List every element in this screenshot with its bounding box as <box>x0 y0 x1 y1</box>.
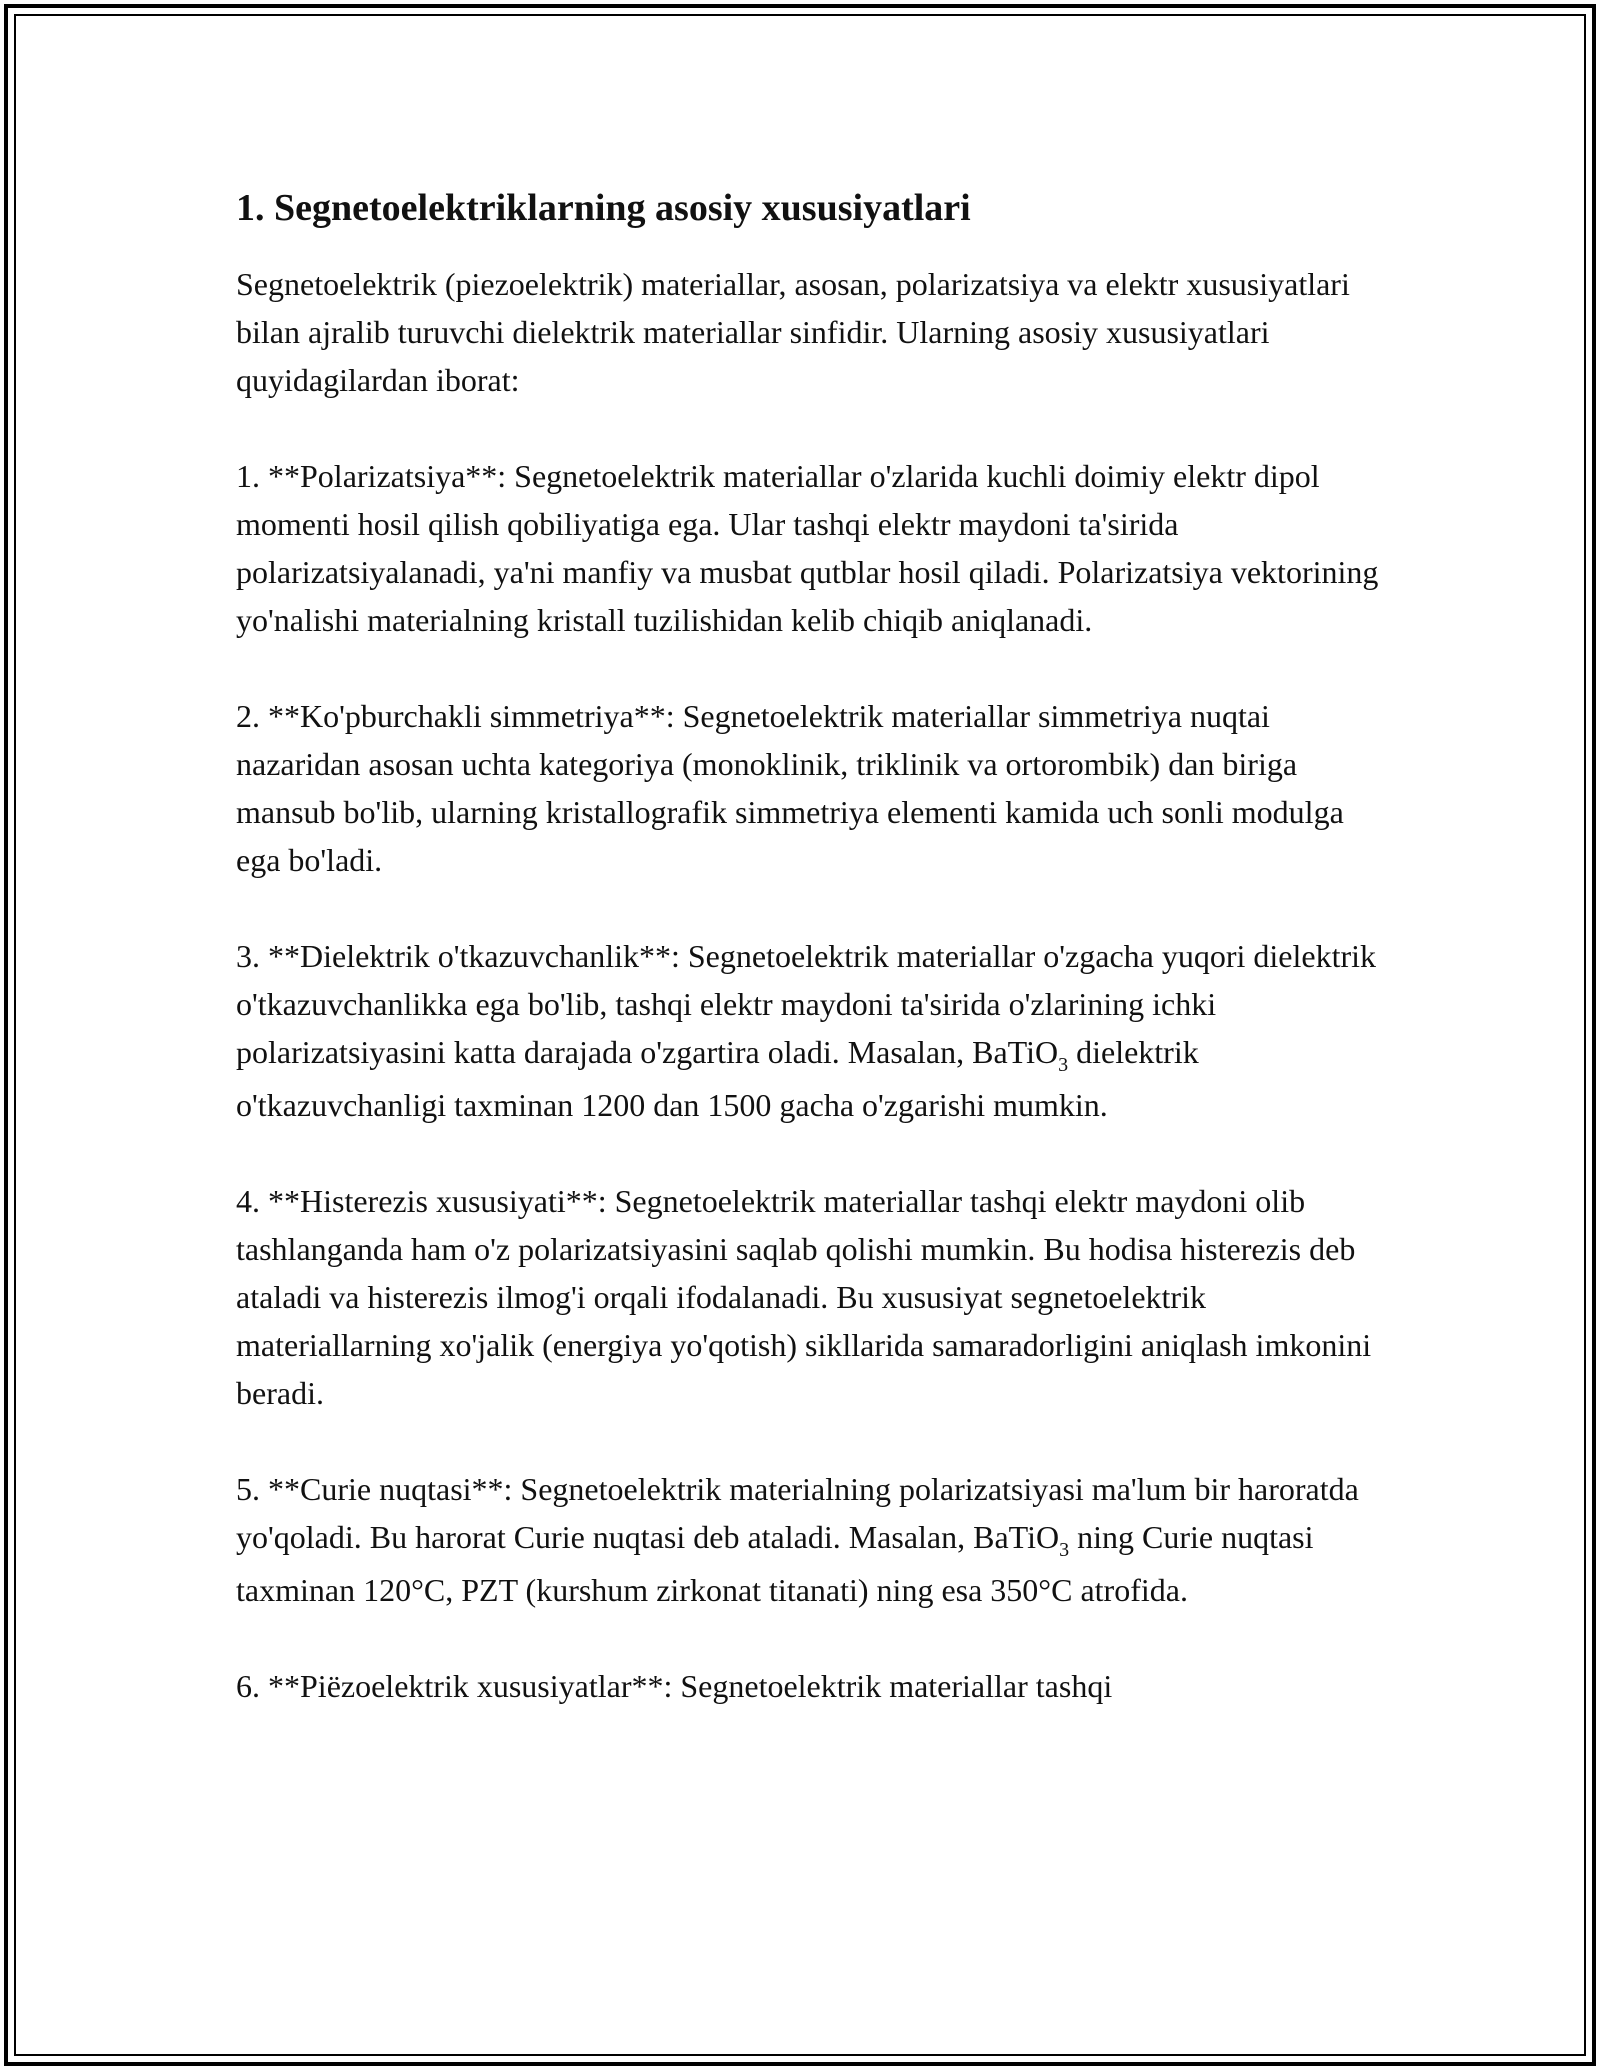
item-dielektrik-text-end: dielektrik o'tkazuvchanligi taxminan 1200 dan 1500 gacha o'zgarishi mumkin. <box>236 1034 1199 1123</box>
document-body <box>236 184 1386 1758</box>
section-heading: 1. Segnetoelektriklarning asosiy xususiyatlari <box>236 187 971 229</box>
subscript-3: 3 <box>1059 1539 1070 1561</box>
item-histerezis: 4. **Histerezis xususiyati**: Segnetoelektrik materiallar tashqi elektr maydoni olib tashlanganda ham o'z polarizatsiyasini saqlab qolishi mumkin. Bu hodisa histerezis deb ataladi va histerezis ilmog'i orqali ifodalanadi. Bu xususiyat segnetoelektrik materiallarning xo'jalik (energiya yo'qotish) sikllarida samaradorligini aniqlash imkonini beradi. <box>236 1183 1372 1411</box>
item-dielektrik <box>236 932 1386 1129</box>
item-simmetriya: 2. **Ko'pburchakli simmetriya**: Segnetoelektrik materiallar simmetriya nuqtai nazaridan asosan uchta kategoriya (monoklinik, triklinik va ortorombik) dan biriga mansub bo'lib, ularning kristallografik simmetriya elementi kamida uch sonli modulga ega bo'ladi. <box>236 698 1344 878</box>
item-piezoelektrik: 6. **Piëzoelektrik xususiyatlar**: Segnetoelektrik materiallar tashqi <box>236 1668 1113 1704</box>
item-curie <box>236 1465 1386 1614</box>
item-dielektrik-text-start: 3. **Dielektrik o'tkazuvchanlik**: Segnetoelektrik materiallar o'zgacha yuqori dielektrik o'tkazuvchanlikka ega bo'lib, tashqi elektr maydoni ta'sirida o'zlarining ichki polarizatsiyasini katta darajada o'zgartira oladi. Masalan, BaTiO <box>236 938 1377 1070</box>
subscript-3: 3 <box>1058 1054 1069 1076</box>
item-curie-text-end: ning Curie nuqtasi taxminan 120°C, PZT (kurshum zirkonat titanati) ning esa 350°C atrofida. <box>236 1519 1314 1608</box>
item-curie-text-start: 5. **Curie nuqtasi**: Segnetoelektrik materialning polarizatsiyasi ma'lum bir haroratda yo'qoladi. Bu harorat Curie nuqtasi deb ataladi. Masalan, BaTiO <box>236 1471 1359 1555</box>
item-polarizatsiya: 1. **Polarizatsiya**: Segnetoelektrik materiallar o'zlarida kuchli doimiy elektr dipol momenti hosil qilish qobiliyatiga ega. Ular tashqi elektr maydoni ta'sirida polarizatsiyalanadi, ya'ni manfiy va musbat qutblar hosil qiladi. Polarizatsiya vektorining yo'nalishi materialning kristall tuzilishidan kelib chiqib aniqlanadi. <box>236 458 1379 638</box>
intro-paragraph: Segnetoelektrik (piezoelektrik) materiallar, asosan, polarizatsiya va elektr xususiyatlari bilan ajralib turuvchi dielektrik materiallar sinfidir. Ularning asosiy xususiyatlari quyidagilardan iborat: <box>236 266 1350 398</box>
